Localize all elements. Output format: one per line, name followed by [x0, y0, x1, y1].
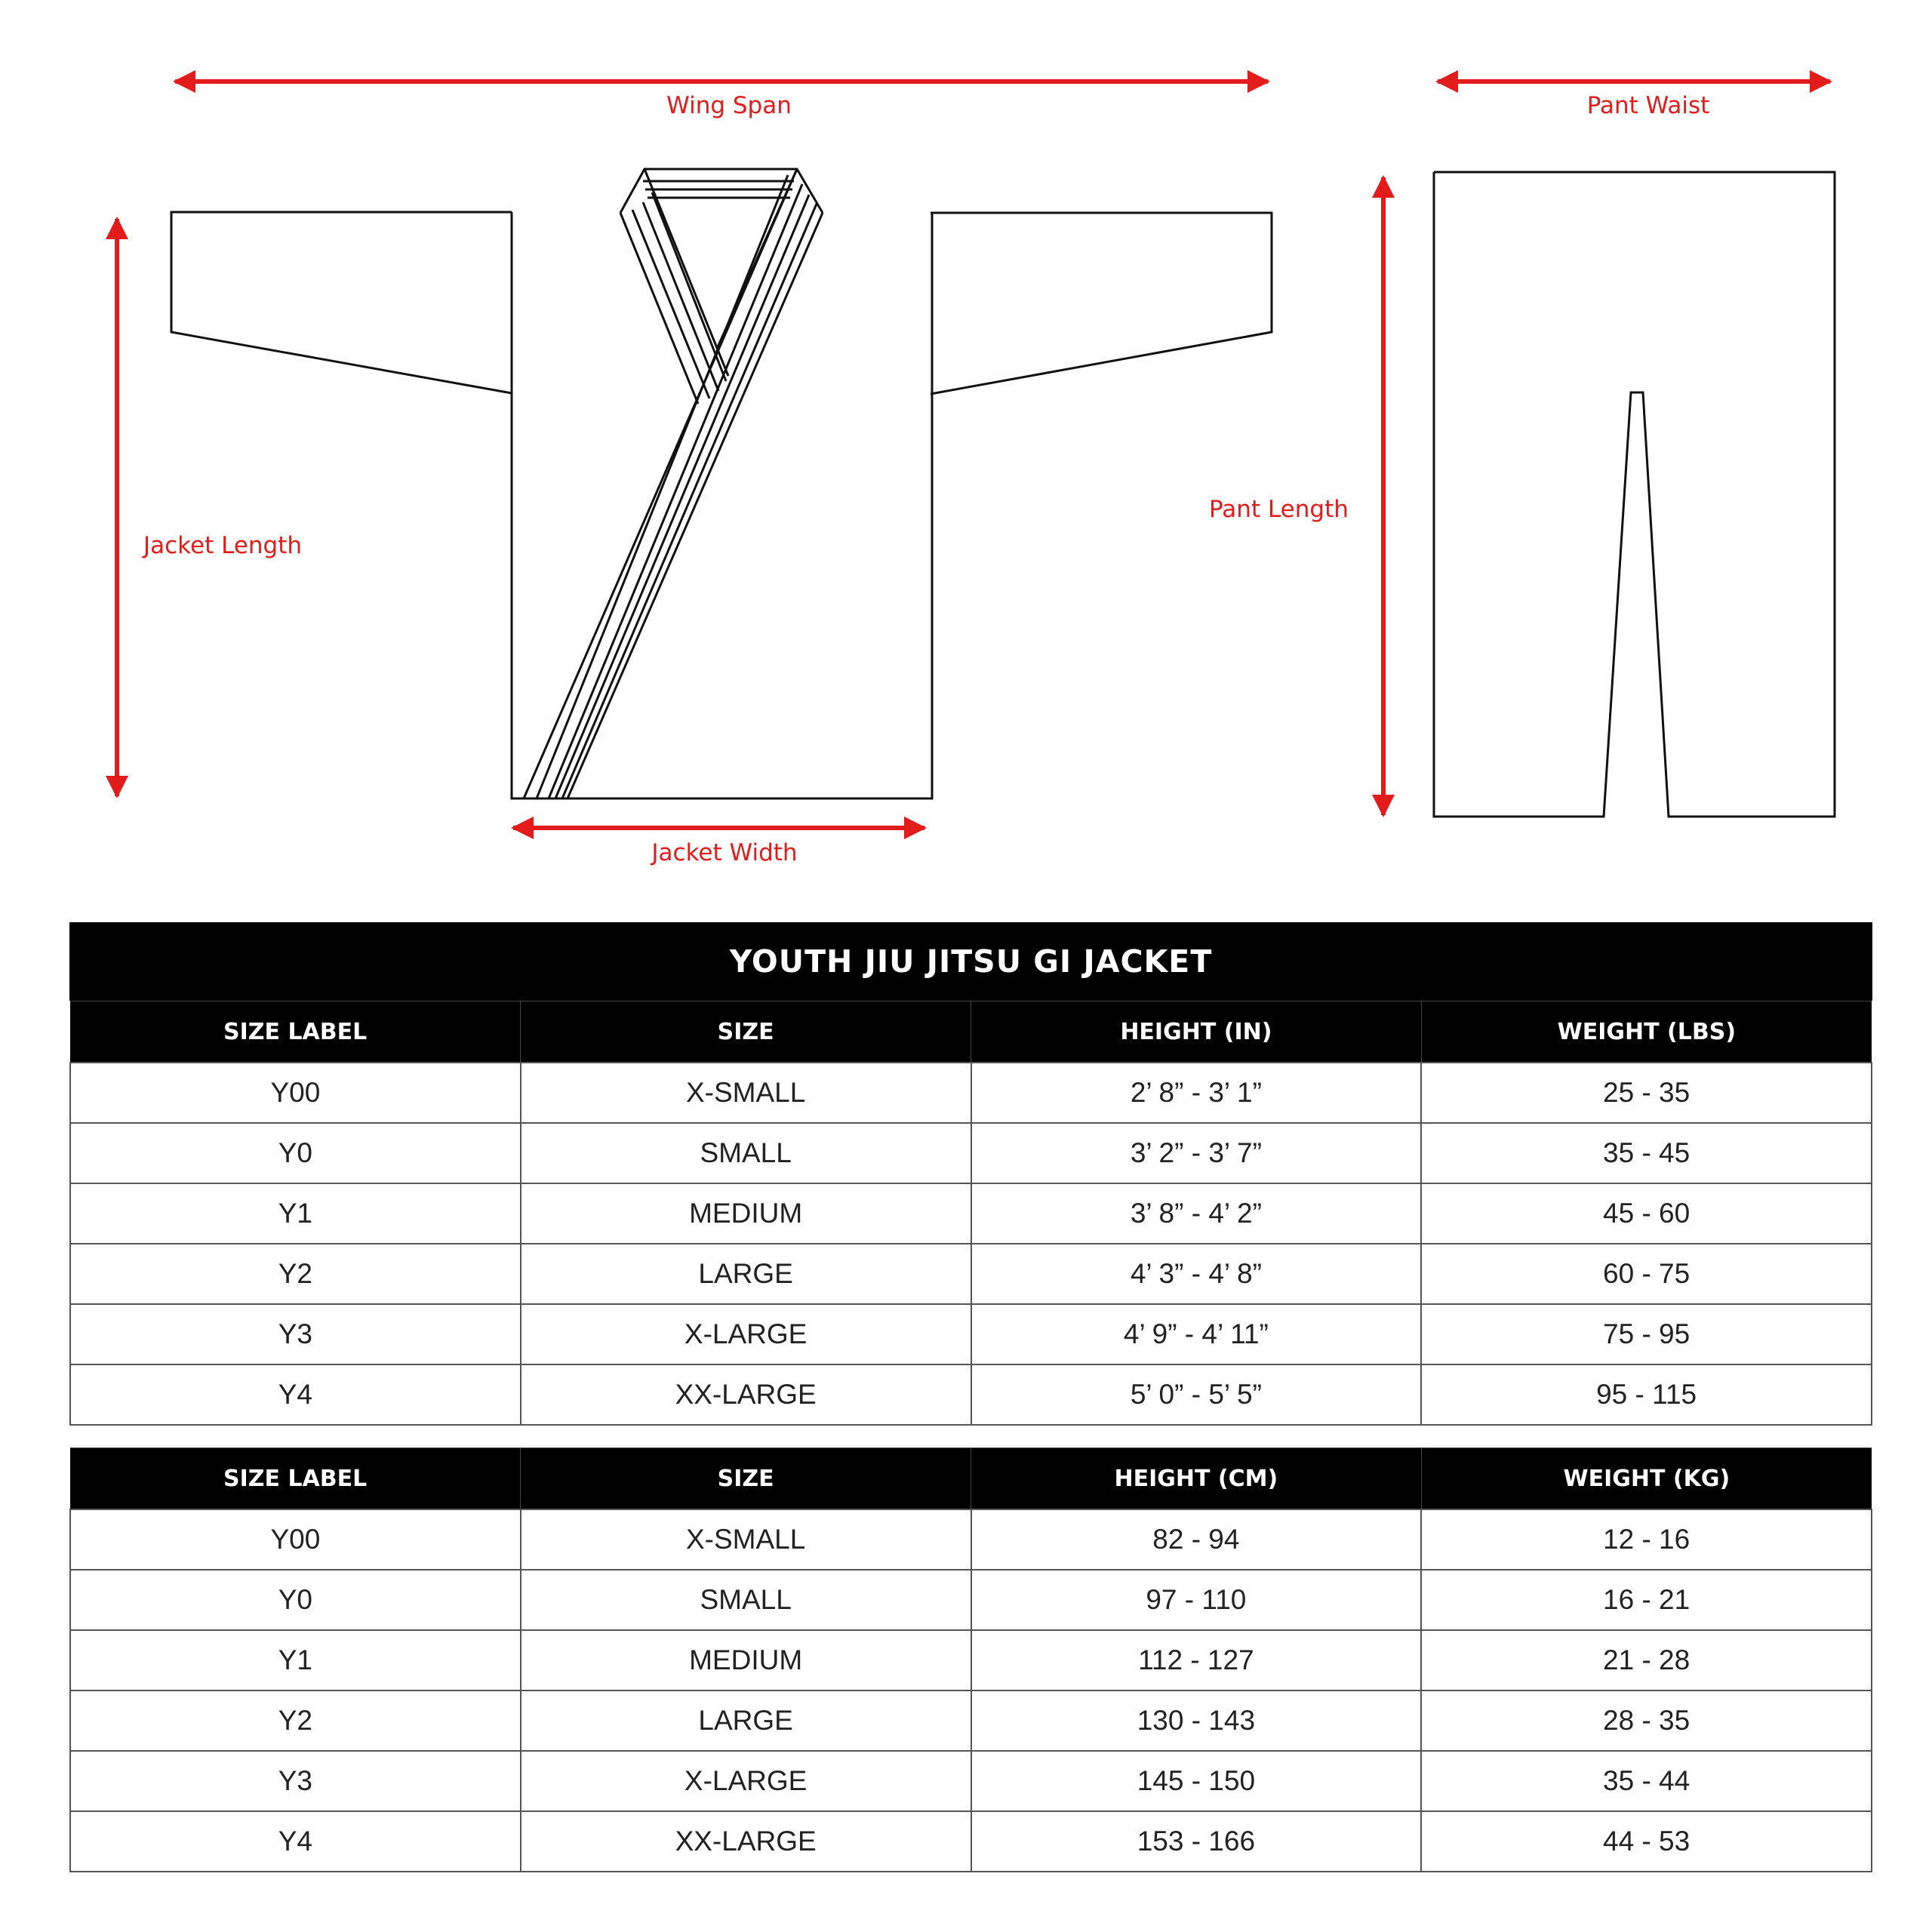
cell-weight: 95 - 115	[1421, 1364, 1872, 1425]
cell-height: 4’ 9” - 4’ 11”	[971, 1304, 1422, 1364]
cell-height: 145 - 150	[971, 1751, 1422, 1811]
cell-size: XX-LARGE	[521, 1364, 971, 1425]
table-row	[70, 1304, 1872, 1364]
cell-size: LARGE	[521, 1690, 971, 1751]
cell-weight: 12 - 16	[1421, 1509, 1872, 1570]
cell-weight: 35 - 45	[1421, 1123, 1872, 1183]
cell-size: X-SMALL	[521, 1063, 971, 1123]
table-row	[70, 1690, 1872, 1751]
cell-size-label: Y00	[70, 1509, 521, 1570]
table-row	[70, 1183, 1872, 1244]
cell-size-label: Y3	[70, 1304, 521, 1364]
table-row	[70, 1123, 1872, 1183]
cell-size: X-SMALL	[521, 1509, 971, 1570]
jacket-outline	[171, 169, 1272, 798]
header-height-cm: HEIGHT (CM)	[971, 1448, 1422, 1510]
table-row	[70, 1063, 1872, 1123]
header-weight-kg: WEIGHT (KG)	[1421, 1448, 1872, 1510]
cell-weight: 44 - 53	[1421, 1811, 1872, 1872]
size-diagram	[0, 0, 1932, 883]
table-row	[70, 1244, 1872, 1304]
cell-size-label: Y1	[70, 1183, 521, 1244]
cell-weight: 21 - 28	[1421, 1630, 1872, 1690]
cell-size-label: Y0	[70, 1123, 521, 1183]
cell-size-label: Y3	[70, 1751, 521, 1811]
cell-height: 82 - 94	[971, 1509, 1422, 1570]
cell-height: 3’ 8” - 4’ 2”	[971, 1183, 1422, 1244]
cell-height: 5’ 0” - 5’ 5”	[971, 1364, 1422, 1425]
cell-size-label: Y2	[70, 1244, 521, 1304]
cell-height: 3’ 2” - 3’ 7”	[971, 1123, 1422, 1183]
cell-weight: 28 - 35	[1421, 1690, 1872, 1751]
jacket-length-label: Jacket Length	[143, 532, 303, 559]
header-size: SIZE	[521, 1001, 971, 1063]
cell-size: SMALL	[521, 1570, 971, 1630]
cell-size-label: Y0	[70, 1570, 521, 1630]
jacket-width-label: Jacket Width	[651, 839, 798, 866]
cell-weight: 35 - 44	[1421, 1751, 1872, 1811]
table-row	[70, 1509, 1872, 1570]
cell-size: XX-LARGE	[521, 1811, 971, 1872]
table-row	[70, 1570, 1872, 1630]
pant-waist-label: Pant Waist	[1586, 92, 1710, 119]
cell-size: X-LARGE	[521, 1751, 971, 1811]
table-row	[70, 1630, 1872, 1690]
header-height-in: HEIGHT (IN)	[971, 1001, 1422, 1063]
gi-outline-drawing	[0, 0, 1932, 883]
wing-span-label: Wing Span	[666, 92, 792, 119]
cell-size: MEDIUM	[521, 1183, 971, 1244]
cell-size-label: Y4	[70, 1364, 521, 1425]
cell-height: 2’ 8” - 3’ 1”	[971, 1063, 1422, 1123]
metric-size-table	[69, 1447, 1872, 1872]
table-row	[70, 1364, 1872, 1425]
cell-size-label: Y00	[70, 1063, 521, 1123]
cell-size: MEDIUM	[521, 1630, 971, 1690]
cell-weight: 25 - 35	[1421, 1063, 1872, 1123]
header-row	[70, 1001, 1872, 1063]
cell-height: 130 - 143	[971, 1690, 1422, 1751]
table-row	[70, 1751, 1872, 1811]
cell-size-label: Y4	[70, 1811, 521, 1872]
cell-height: 97 - 110	[971, 1570, 1422, 1630]
header-size: SIZE	[521, 1448, 971, 1510]
cell-height: 112 - 127	[971, 1630, 1422, 1690]
header-weight-lbs: WEIGHT (LBS)	[1421, 1001, 1872, 1063]
pants-outline	[1434, 172, 1835, 817]
cell-height: 153 - 166	[971, 1811, 1422, 1872]
header-row	[70, 1448, 1872, 1510]
cell-weight: 45 - 60	[1421, 1183, 1872, 1244]
cell-size: SMALL	[521, 1123, 971, 1183]
cell-size-label: Y1	[70, 1630, 521, 1690]
table-row	[70, 1811, 1872, 1872]
table-title: YOUTH JIU JITSU GI JACKET	[69, 922, 1872, 1001]
cell-size-label: Y2	[70, 1690, 521, 1751]
cell-height: 4’ 3” - 4’ 8”	[971, 1244, 1422, 1304]
pant-length-label: Pant Length	[1209, 496, 1349, 523]
cell-weight: 16 - 21	[1421, 1570, 1872, 1630]
cell-weight: 60 - 75	[1421, 1244, 1872, 1304]
imperial-size-table	[69, 922, 1872, 1426]
cell-weight: 75 - 95	[1421, 1304, 1872, 1364]
header-size-label: SIZE LABEL	[70, 1448, 521, 1510]
header-size-label: SIZE LABEL	[70, 1001, 521, 1063]
cell-size: LARGE	[521, 1244, 971, 1304]
cell-size: X-LARGE	[521, 1304, 971, 1364]
